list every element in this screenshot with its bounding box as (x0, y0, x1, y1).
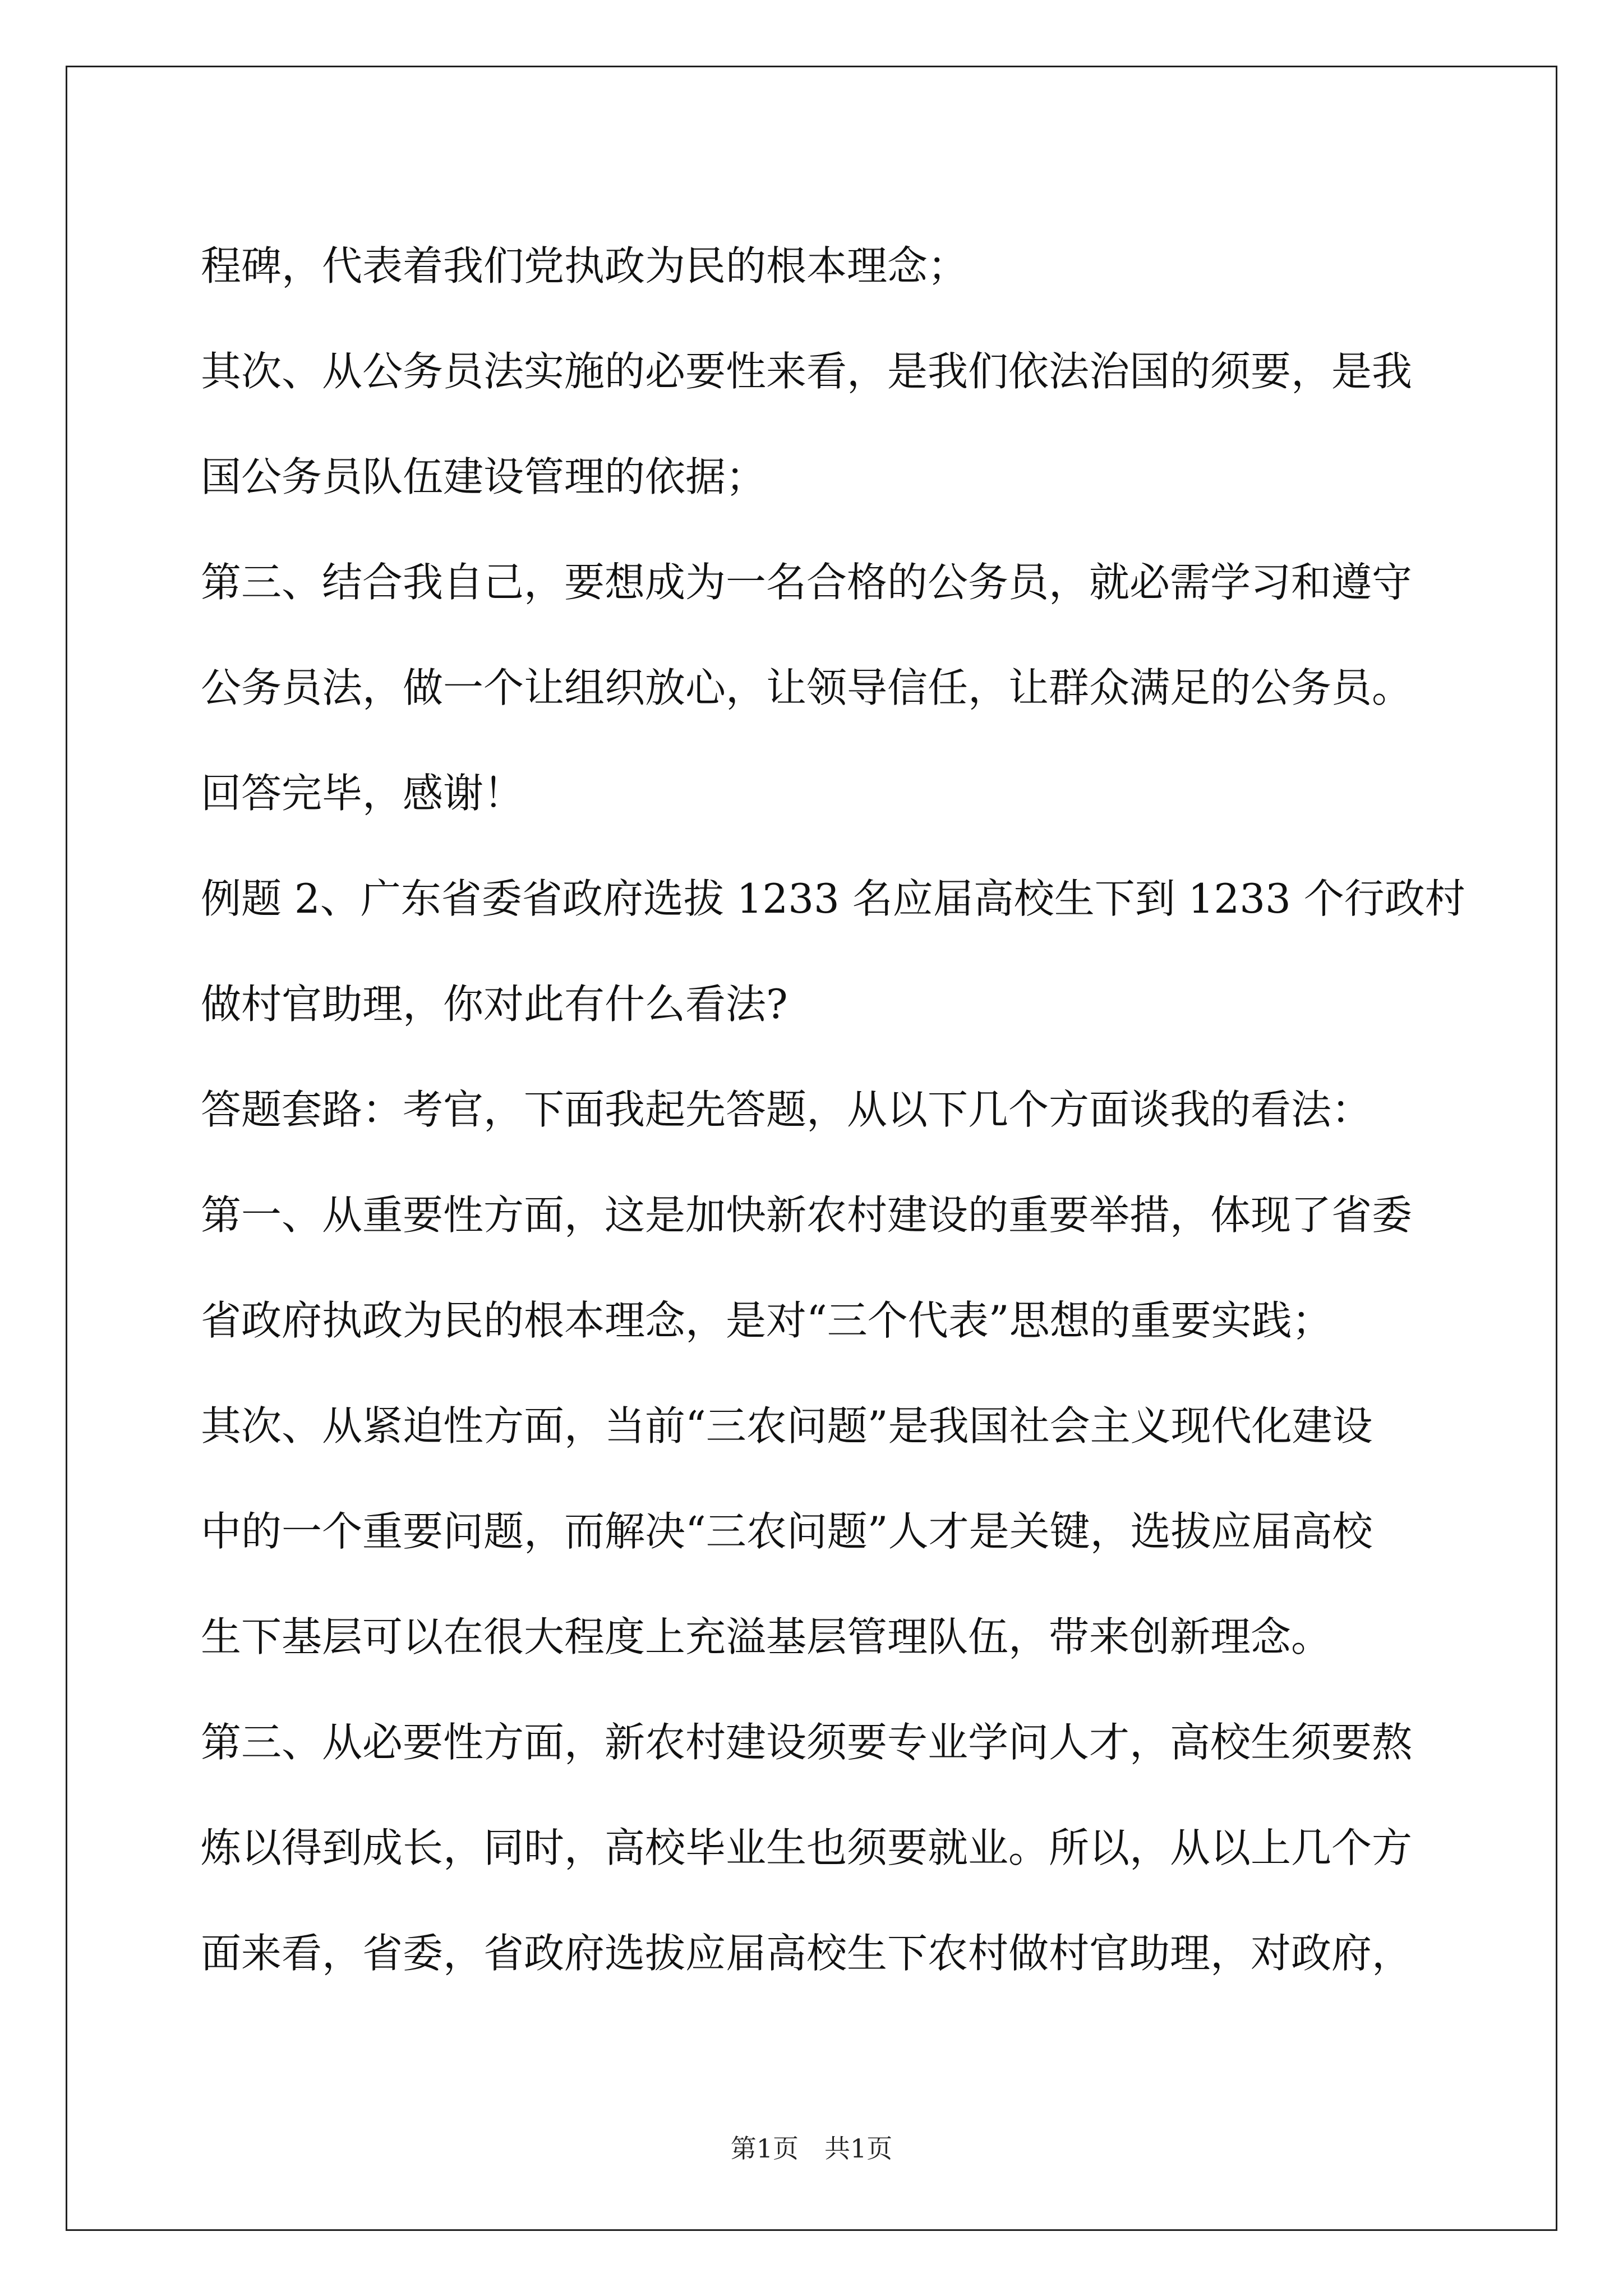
text-line: 第三、从必要性方面，新农村建设须要专业学问人才，高校生须要熬 (201, 1719, 1413, 1766)
text-line: 省政府执政为民的根本理念，是对“三个代表”思想的重要实践； (201, 1297, 1332, 1344)
text-line: 程碑，代表着我们党执政为民的根本理念； (201, 242, 969, 289)
text-line: 公务员法，做一个让组织放心，让领导信任，让群众满足的公务员。 (201, 664, 1413, 711)
text-line: 其次、从紧迫性方面，当前“三农问题”是我国社会主义现代化建设 (201, 1402, 1373, 1450)
text-line: 炼以得到成长，同时，高校毕业生也须要就业。所以，从以上几个方 (201, 1824, 1413, 1871)
text-line: 其次、从公务员法实施的必要性来看，是我们依法治国的须要，是我 (201, 348, 1413, 395)
text-line: 国公务员队伍建设管理的依据； (201, 453, 767, 500)
document-body (201, 213, 1465, 2006)
text-line: 做村官助理，你对此有什么看法? (201, 981, 788, 1028)
text-line: 生下基层可以在很大程度上充溢基层管理队伍，带来创新理念。 (201, 1613, 1332, 1660)
text-line: 第三、结合我自己，要想成为一名合格的公务员，就必需学习和遵守 (201, 559, 1413, 606)
text-line: 回答完毕，感谢！ (201, 770, 524, 817)
text-line: 中的一个重要问题，而解决“三农问题”人才是关键，选拔应届高校 (201, 1508, 1373, 1555)
text-line: 答题套路：考官，下面我起先答题，从以下几个方面谈我的看法： (201, 1086, 1372, 1133)
text-line: 第一、从重要性方面，这是加快新农村建设的重要举措，体现了省委 (201, 1191, 1413, 1239)
text-line: 例题 2、广东省委省政府选拔 1233 名应届高校生下到 1233 个行政村 (201, 875, 1465, 922)
page-number-footer: 第1页 共1页 (730, 2133, 893, 2164)
text-line: 面来看，省委，省政府选拔应届高校生下农村做村官助理，对政府， (201, 1930, 1413, 1977)
